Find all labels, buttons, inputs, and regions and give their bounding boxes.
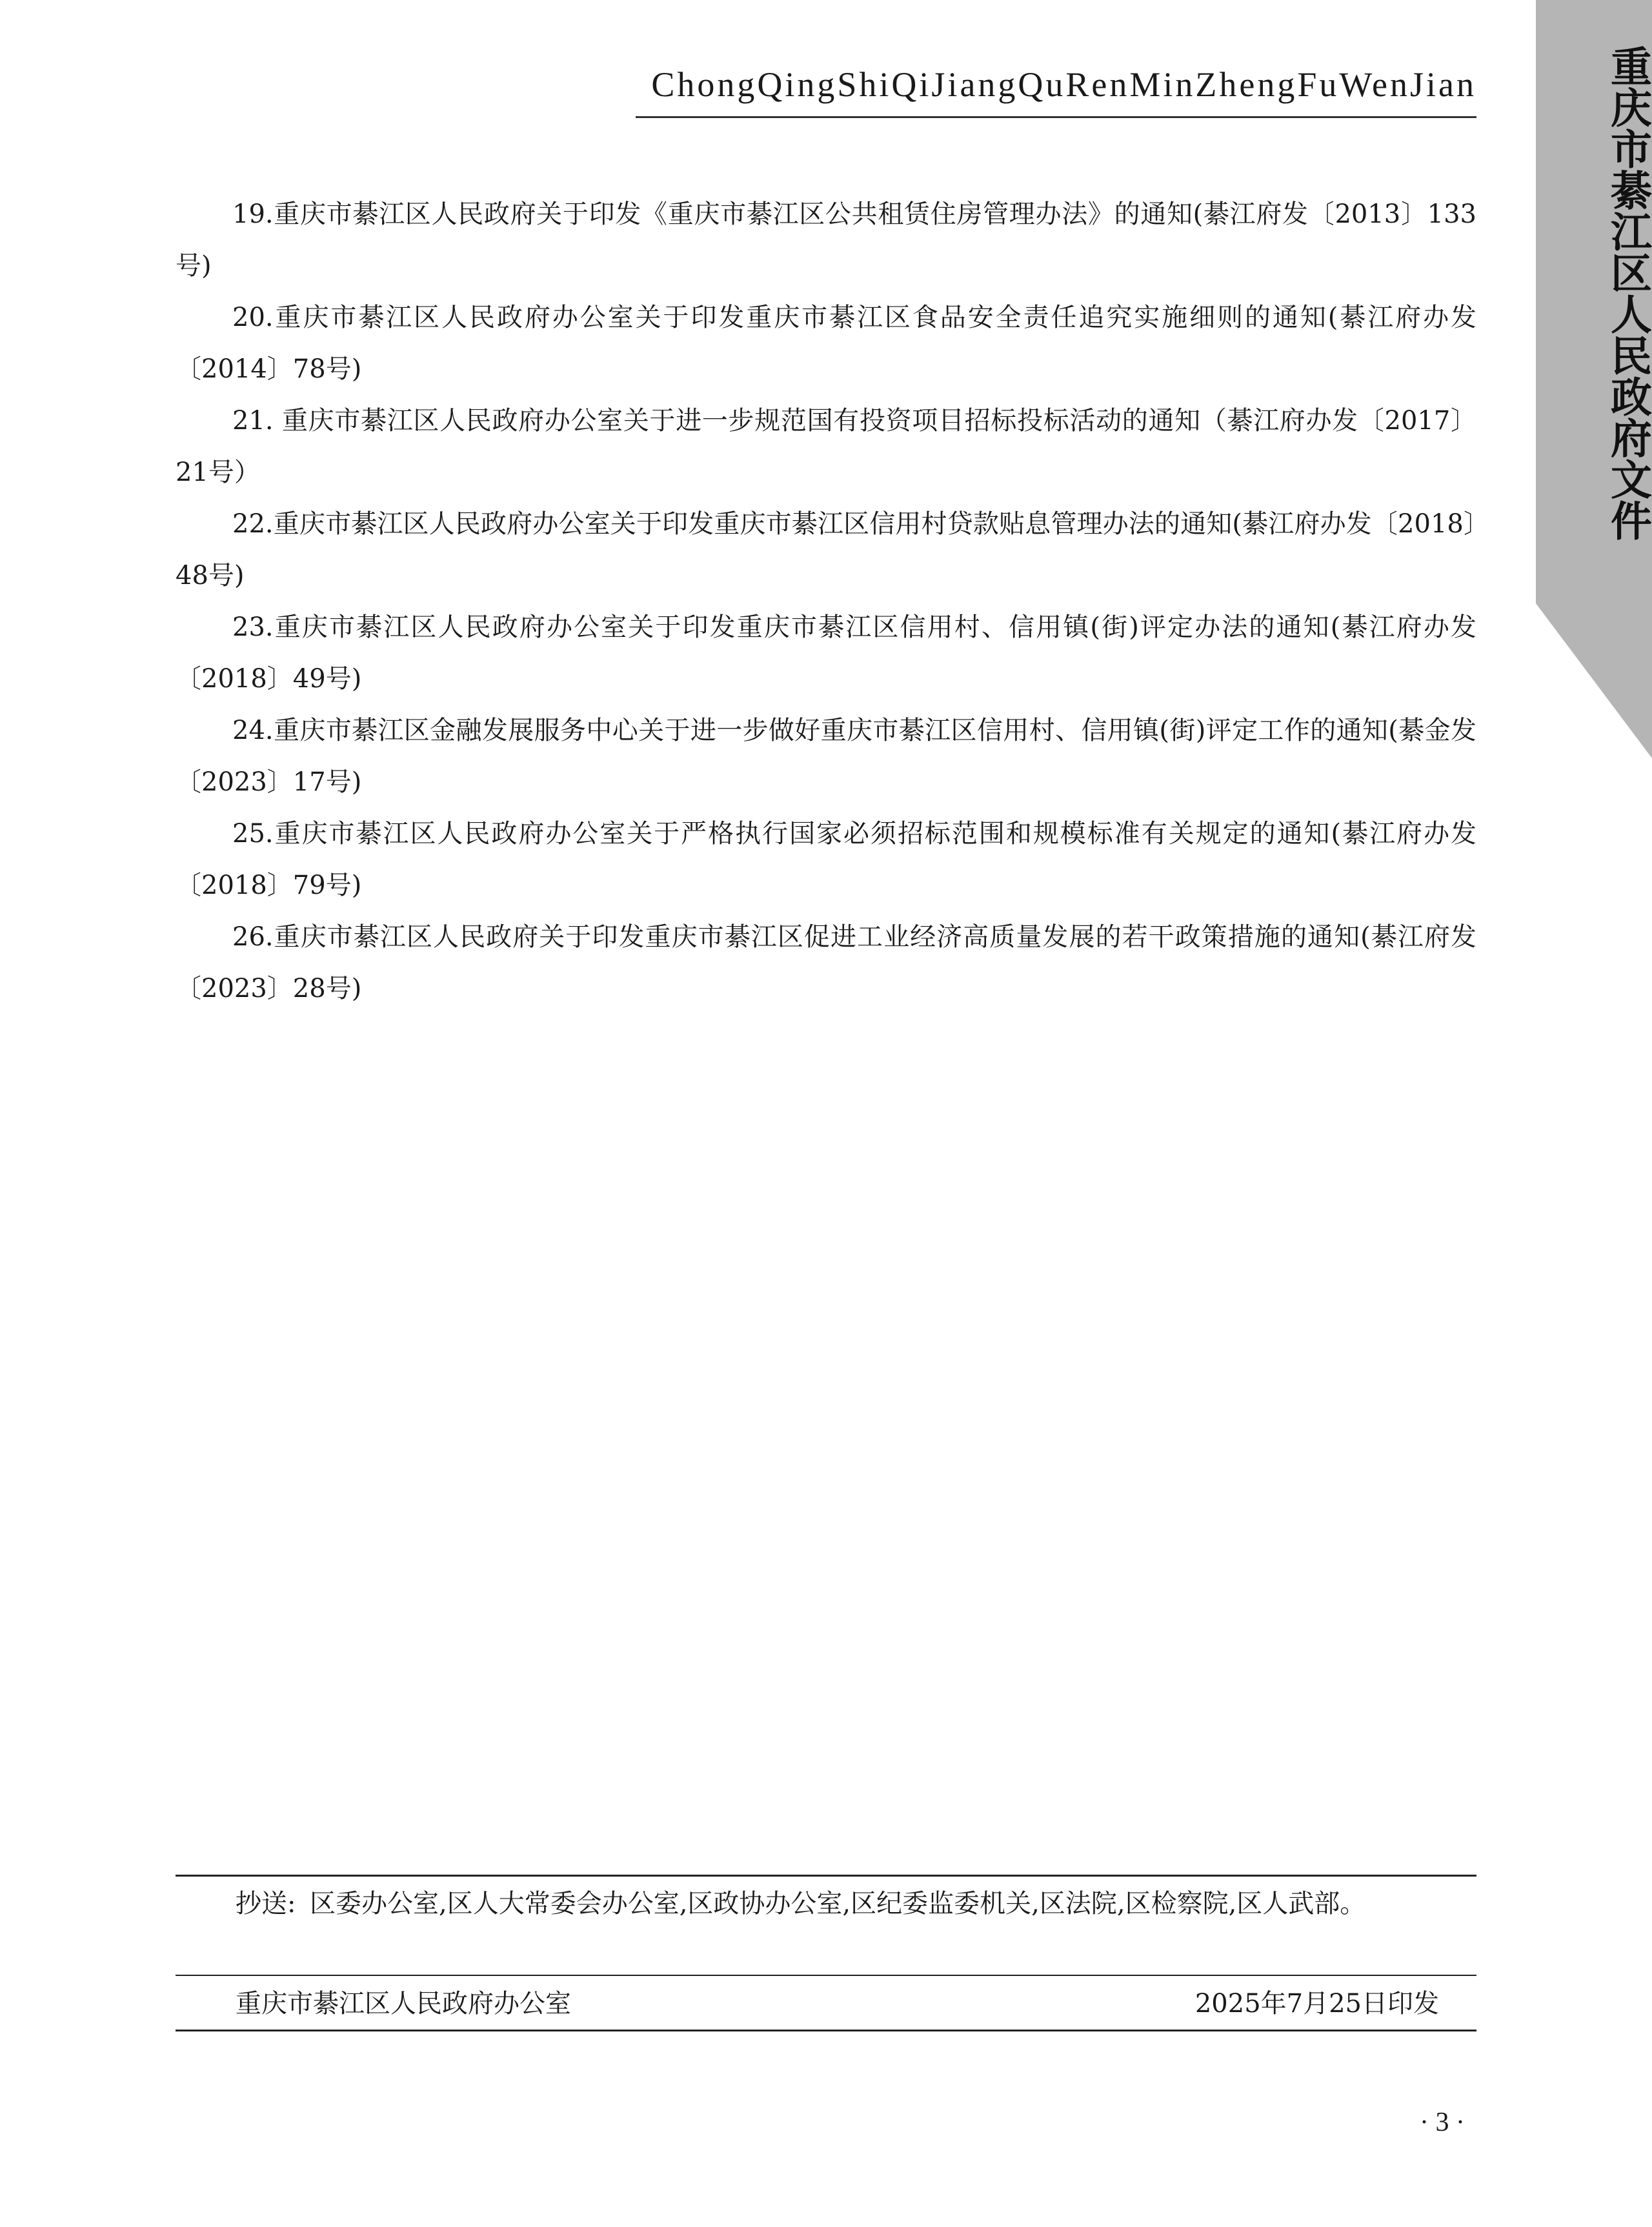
list-item-20: 20.重庆市綦江区人民政府办公室关于印发重庆市綦江区食品安全责任追究实施细则的通知(綦江府办发〔2014〕78号) (176, 303, 1476, 384)
header-divider (636, 116, 1476, 118)
list-item-25: 25.重庆市綦江区人民政府办公室关于严格执行国家必须招标范围和规模标准有关规定的通知(綦江府办发〔2018〕79号) (176, 819, 1476, 900)
issuing-office: 重庆市綦江区人民政府办公室 (236, 1989, 571, 2019)
page-number: · 3 · (1420, 2108, 1465, 2137)
footer-bottom-rule (176, 2030, 1476, 2031)
list-item-24: 24.重庆市綦江区金融发展服务中心关于进一步做好重庆市綦江区信用村、信用镇(街)评定工作的通知(綦金发〔2023〕17号) (176, 716, 1476, 797)
cc-bottom-rule (176, 1975, 1476, 1976)
cc-top-rule (176, 1875, 1476, 1877)
header-pinyin-title: ChongQingShiQiJiangQuRenMinZhengFuWenJian (651, 65, 1476, 104)
list-item-26: 26.重庆市綦江区人民政府关于印发重庆市綦江区促进工业经济高质量发展的若干政策措施的通知(綦江府发〔2023〕28号) (176, 922, 1476, 1003)
cc-block (236, 1881, 1439, 1926)
issue-date: 2025年7月25日印发 (1194, 1989, 1439, 2019)
side-tab (1536, 0, 1652, 758)
side-tab-label: 重庆市綦江区人民政府文件 (1604, 45, 1651, 541)
cc-label: 抄送: (236, 1889, 296, 1919)
cc-recipients: 区委办公室,区人大常委会办公室,区政协办公室,区纪委监委机关,区法院,区检察院,区人武部。 (310, 1889, 1366, 1919)
list-item-22: 22.重庆市綦江区人民政府办公室关于印发重庆市綦江区信用村贷款贴息管理办法的通知(綦江府办发〔2018〕48号) (176, 509, 1476, 590)
document-list (176, 188, 1476, 1014)
list-item-19: 19.重庆市綦江区人民政府关于印发《重庆市綦江区公共租赁住房管理办法》的通知(綦江府发〔2013〕133号) (176, 199, 1476, 281)
list-item-23: 23.重庆市綦江区人民政府办公室关于印发重庆市綦江区信用村、信用镇(街)评定办法的通知(綦江府办发〔2018〕49号) (176, 612, 1476, 694)
list-item-21: 21. 重庆市綦江区人民政府办公室关于进一步规范国有投资项目招标投标活动的通知（綦江府办发〔2017〕21号） (176, 406, 1476, 487)
